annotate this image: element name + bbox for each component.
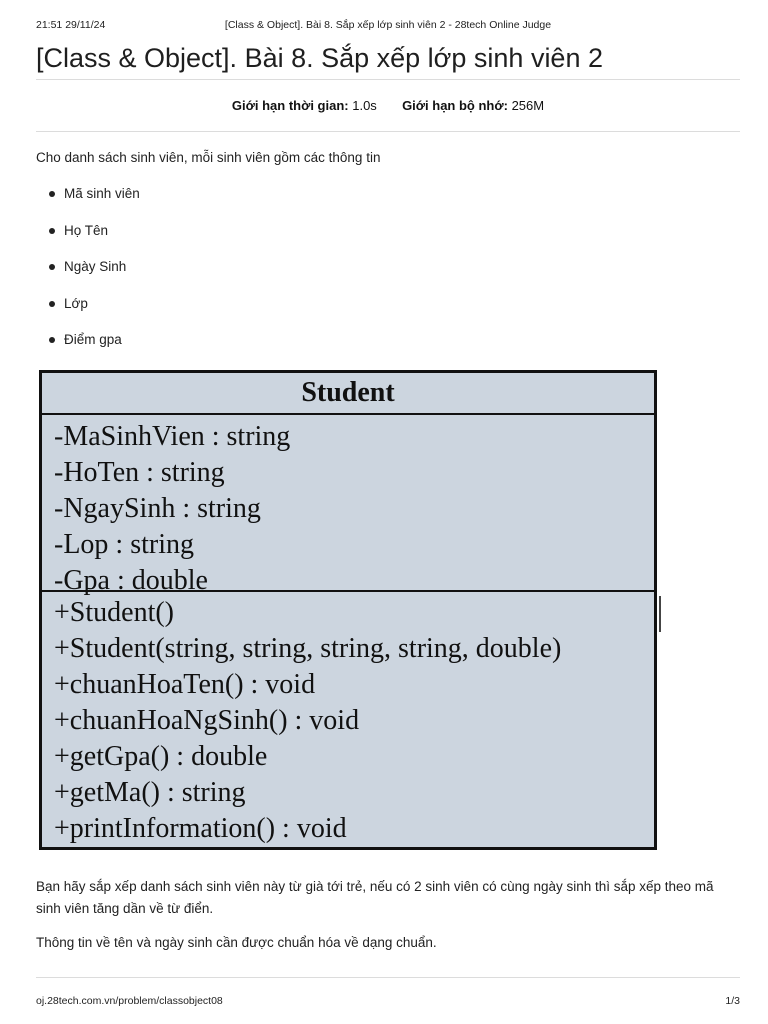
- uml-attribute: -HoTen : string: [54, 457, 225, 488]
- limits-bar: [36, 98, 740, 113]
- time-limit-value: 1.0s: [352, 98, 377, 113]
- uml-attributes: [42, 415, 654, 596]
- bullet-icon: [49, 264, 55, 270]
- page-title: [Class & Object]. Bài 8. Sắp xếp lớp sinh viên 2: [36, 43, 603, 73]
- description-paragraph: Bạn hãy sắp xếp danh sách sinh viên này từ già tới trẻ, nếu có 2 sinh viên có cùng ngày sinh thì sắp xếp theo mã sinh viên tăng dần về từ điển.: [36, 879, 714, 916]
- bullet-icon: [49, 191, 55, 197]
- list-item-label: Ngày Sinh: [64, 259, 127, 274]
- image-edge-mark: [659, 596, 661, 632]
- divider: [36, 131, 740, 132]
- list-item: [48, 249, 140, 286]
- uml-attribute: -MaSinhVien : string: [54, 421, 291, 452]
- list-item-label: Lớp: [64, 295, 88, 311]
- attribute-list: [48, 176, 140, 359]
- bullet-icon: [49, 337, 55, 343]
- list-item: [48, 322, 140, 359]
- print-url: oj.28tech.com.vn/problem/classobject08: [36, 995, 223, 1007]
- memory-limit-value: 256M: [511, 98, 545, 113]
- uml-method: +getMa() : string: [54, 777, 246, 808]
- uml-method: +printInformation() : void: [54, 813, 347, 844]
- uml-method: +Student(string, string, string, string, double): [54, 633, 562, 664]
- list-item-label: Họ Tên: [64, 222, 109, 238]
- uml-method: +Student(): [54, 597, 174, 628]
- bullet-icon: [49, 301, 55, 307]
- uml-class-name: Student: [42, 373, 654, 415]
- memory-limit-label: Giới hạn bộ nhớ:: [402, 98, 508, 113]
- page-number: 1/3: [725, 995, 740, 1007]
- list-item: [48, 286, 140, 323]
- list-item: [48, 213, 140, 250]
- uml-methods: [42, 592, 654, 847]
- divider: [36, 977, 740, 978]
- time-limit-label: Giới hạn thời gian:: [231, 98, 349, 113]
- list-item: [48, 176, 140, 213]
- print-header: [36, 19, 740, 33]
- list-item-label: Mã sinh viên: [64, 186, 140, 201]
- intro-text: Cho danh sách sinh viên, mỗi sinh viên gồm các thông tin: [36, 150, 381, 165]
- uml-method: +chuanHoaNgSinh() : void: [54, 705, 360, 736]
- uml-method: +chuanHoaTen() : void: [54, 669, 316, 700]
- uml-attribute: -Gpa : double: [54, 565, 208, 596]
- list-item-label: Điểm gpa: [64, 332, 122, 347]
- uml-attribute: -Lop : string: [54, 529, 194, 560]
- description-paragraph: Thông tin về tên và ngày sinh cần được chuẩn hóa về dạng chuẩn.: [36, 935, 437, 950]
- divider: [36, 79, 740, 80]
- uml-method: +getGpa() : double: [54, 741, 268, 772]
- print-document-title: [Class & Object]. Bài 8. Sắp xếp lớp sinh viên 2 - 28tech Online Judge: [224, 19, 552, 31]
- uml-attribute: -NgaySinh : string: [54, 493, 261, 524]
- uml-class-diagram: [39, 370, 657, 850]
- print-datetime: 21:51 29/11/24: [36, 19, 106, 31]
- bullet-icon: [49, 228, 55, 234]
